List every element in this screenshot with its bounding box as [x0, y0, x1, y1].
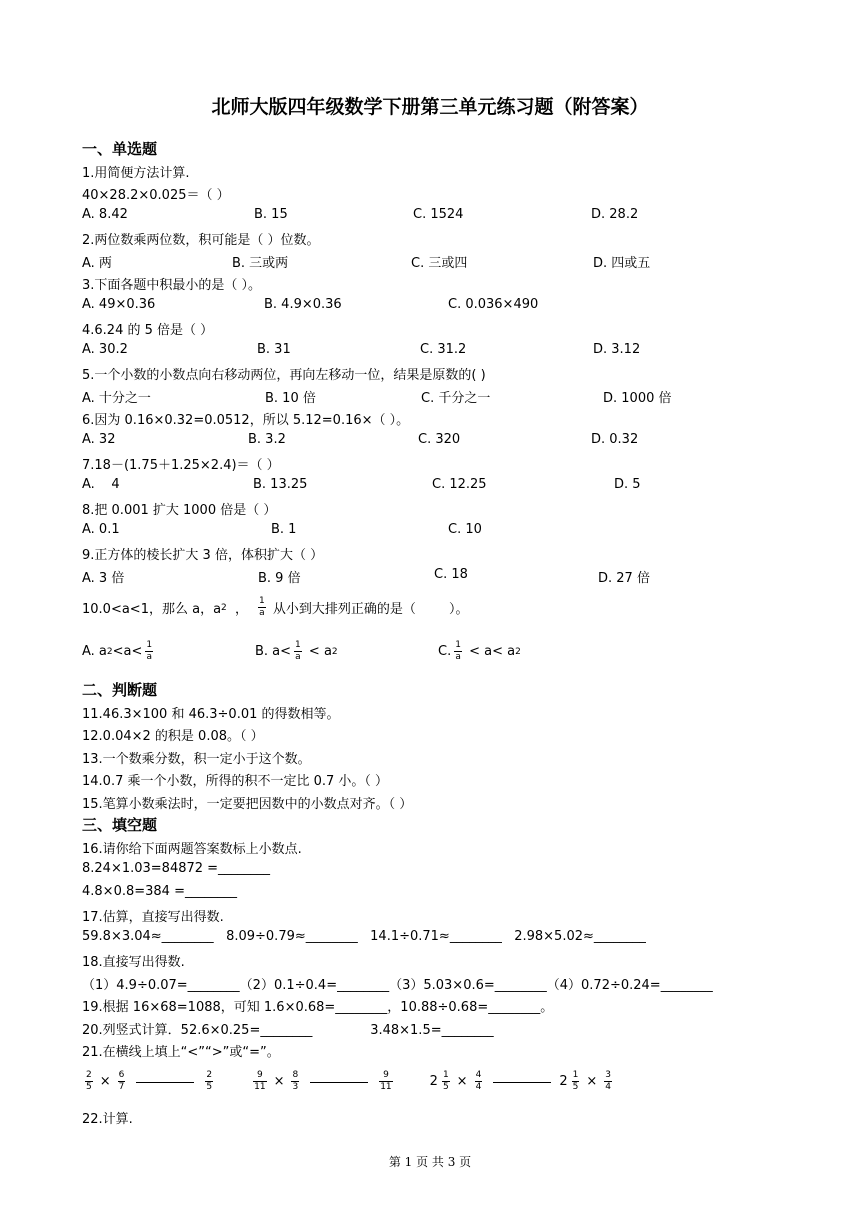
fraction: $\frac{1}{a}$ [295, 640, 301, 662]
q15: 15.笔算小数乘法时，一定要把因数中的小数点对齐。（ ） [82, 797, 413, 812]
q5-stem: 5.一个小数的小数点向右移动两位，再向左移动一位，结果是原数的( ) [82, 368, 486, 383]
q9-option-c: C. 18 [434, 567, 468, 582]
q2-option-b: B. 三或两 [232, 256, 289, 271]
q10-stem-part1: 10.0<a<1，那么 a，a [82, 602, 222, 617]
fraction: $\frac{4}{4}$ [475, 1070, 482, 1092]
q2-option-c: C. 三或四 [411, 256, 468, 271]
q6-option-c: C. 320 [418, 432, 461, 447]
q13: 13.一个数乘分数，积一定小于这个数。 [82, 752, 311, 767]
q4-stem: 4.6.24 的 5 倍是（ ） [82, 323, 214, 338]
q5-option-c: C. 千分之一 [421, 391, 491, 406]
q7-option-d: D. 5 [614, 477, 641, 492]
q5-option-b: B. 10 倍 [265, 391, 316, 406]
q7-option-c: C. 12.25 [432, 477, 487, 492]
q7-stem: 7.18－(1.75＋1.25×2.4)＝（ ） [82, 458, 280, 473]
q10-option-b: B. a< $\frac{1}{a}$ < a 2 [255, 640, 338, 662]
fraction: $\frac{3}{4}$ [605, 1070, 611, 1092]
q1-expression: 40×28.2×0.025＝（ ） [82, 188, 230, 203]
q1-option-c: C. 1524 [413, 207, 464, 222]
answer-blank[interactable] [493, 1081, 551, 1083]
q5-option-a: A. 十分之一 [82, 391, 151, 406]
q22-stem: 22.计算. [82, 1112, 133, 1127]
q2-option-d: D. 四或五 [593, 256, 651, 271]
q10-fraction-one-over-a: $\frac{1}{a}$ [259, 596, 265, 618]
q17-line1: 59.8×3.04≈________ 8.09÷0.79≈________ 14.1÷0.71≈________ 2.98×5.02≈________ [82, 929, 646, 944]
q14: 14.0.7 乘一个小数，所得的积不一定比 0.7 小。（ ） [82, 774, 389, 789]
q6-option-a: A. 32 [82, 432, 116, 447]
q18-line1: （1）4.9÷0.07=________（2）0.1÷0.4=________（3）5.03×0.6=________（4）0.72÷0.24=________ [82, 978, 713, 993]
q5-option-d: D. 1000 倍 [603, 391, 672, 406]
fraction: $\frac{1}{a}$ [455, 640, 461, 662]
fraction: $\frac{1}{a}$ [146, 640, 153, 662]
q21-comparison-2 [250, 1070, 396, 1093]
q1-option-a: A. 8.42 [82, 207, 128, 222]
q6-option-b: B. 3.2 [248, 432, 286, 447]
section-heading-true-false: 二、判断题 [82, 681, 158, 699]
q6-stem: 6.因为 0.16×0.32=0.0512，所以 5.12=0.16×（ ）。 [82, 413, 410, 428]
mixed-number: 2 $\frac{1}{5}$ [429, 1070, 449, 1092]
q8-option-c: C. 10 [448, 522, 482, 537]
q9-option-d: D. 27 倍 [598, 571, 650, 586]
q2-option-a: A. 两 [82, 256, 112, 271]
section-heading-single-choice: 一、单选题 [82, 140, 158, 158]
q10-stem [82, 596, 468, 619]
q9-option-b: B. 9 倍 [258, 571, 301, 586]
q9-option-a: A. 3 倍 [82, 571, 125, 586]
fraction: $\frac{2}{5}$ [206, 1070, 213, 1092]
q4-option-d: D. 3.12 [593, 342, 641, 357]
page-title: 北师大版四年级数学下册第三单元练习题（附答案） [211, 96, 649, 118]
q21-stem: 21.在横线上填上“<”“>”或“=”。 [82, 1045, 280, 1060]
q4-option-c: C. 31.2 [420, 342, 467, 357]
q21-comparison-1 [82, 1070, 216, 1093]
q9-stem: 9.正方体的棱长扩大 3 倍，体积扩大（ ） [82, 548, 324, 563]
q18-stem: 18.直接写出得数. [82, 955, 185, 970]
q7-option-a: A. 4 [82, 477, 120, 492]
q16-stem: 16.请你给下面两题答案数标上小数点. [82, 842, 302, 857]
q1-option-b: B. 15 [254, 207, 288, 222]
q16-line1: 8.24×1.03=84872 =________ [82, 861, 271, 876]
times-sign: × [586, 1074, 598, 1089]
q3-option-a: A. 49×0.36 [82, 297, 156, 312]
q21-comparisons [82, 1070, 615, 1093]
q6-option-d: D. 0.32 [591, 432, 639, 447]
q10-stem-part2: 从小到大排列正确的是（ ）。 [268, 602, 469, 617]
q21-comparison-3 [430, 1070, 615, 1093]
q17-stem: 17.估算，直接写出得数. [82, 910, 224, 925]
q11: 11.46.3×100 和 46.3÷0.01 的得数相等。 [82, 707, 340, 722]
fraction: $\frac{9}{11}$ [380, 1070, 392, 1092]
fraction: $\frac{2}{5}$ [86, 1070, 92, 1092]
q1-option-d: D. 28.2 [591, 207, 639, 222]
q4-option-b: B. 31 [257, 342, 291, 357]
q3-option-b: B. 4.9×0.36 [264, 297, 342, 312]
q3-stem: 3.下面各题中积最小的是（ ）。 [82, 278, 262, 293]
q8-option-a: A. 0.1 [82, 522, 120, 537]
q10-square-exponent: 2 [221, 602, 227, 613]
q2-stem: 2.两位数乘两位数，积可能是（ ）位数。 [82, 233, 320, 248]
fraction: $\frac{9}{11}$ [254, 1070, 266, 1092]
fraction: $\frac{8}{3}$ [292, 1070, 299, 1092]
q10-stem-comma: ， [226, 602, 249, 617]
answer-blank[interactable] [310, 1081, 368, 1083]
fraction: $\frac{6}{7}$ [118, 1070, 125, 1092]
q20: 20.列竖式计算．52.6×0.25=________ 3.48×1.5=________ [82, 1023, 494, 1038]
q7-option-b: B. 13.25 [253, 477, 308, 492]
times-sign: × [456, 1074, 468, 1089]
section-heading-fill-in: 三、填空题 [82, 816, 158, 834]
q1-stem: 1.用简便方法计算. [82, 166, 190, 181]
q4-option-a: A. 30.2 [82, 342, 128, 357]
q8-option-b: B. 1 [271, 522, 297, 537]
q16-line2: 4.8×0.8=384 =________ [82, 884, 237, 899]
page-footer: 第 1 页 共 3 页 [388, 1155, 472, 1169]
q8-stem: 8.把 0.001 扩大 1000 倍是（ ） [82, 503, 277, 518]
times-sign: × [273, 1074, 285, 1089]
q10-option-a: A. a 2 <a< $\frac{1}{a}$ [82, 640, 153, 662]
q19: 19.根据 16×68=1088，可知 1.6×0.68=________，10.88÷0.68=________。 [82, 1000, 554, 1015]
mixed-number: 2 $\frac{1}{5}$ [559, 1070, 579, 1092]
q10-option-c: C. $\frac{1}{a}$ < a< a 2 [438, 640, 521, 662]
q12: 12.0.04×2 的积是 0.08。（ ） [82, 729, 264, 744]
q3-option-c: C. 0.036×490 [448, 297, 539, 312]
times-sign: × [99, 1074, 111, 1089]
answer-blank[interactable] [136, 1081, 194, 1083]
